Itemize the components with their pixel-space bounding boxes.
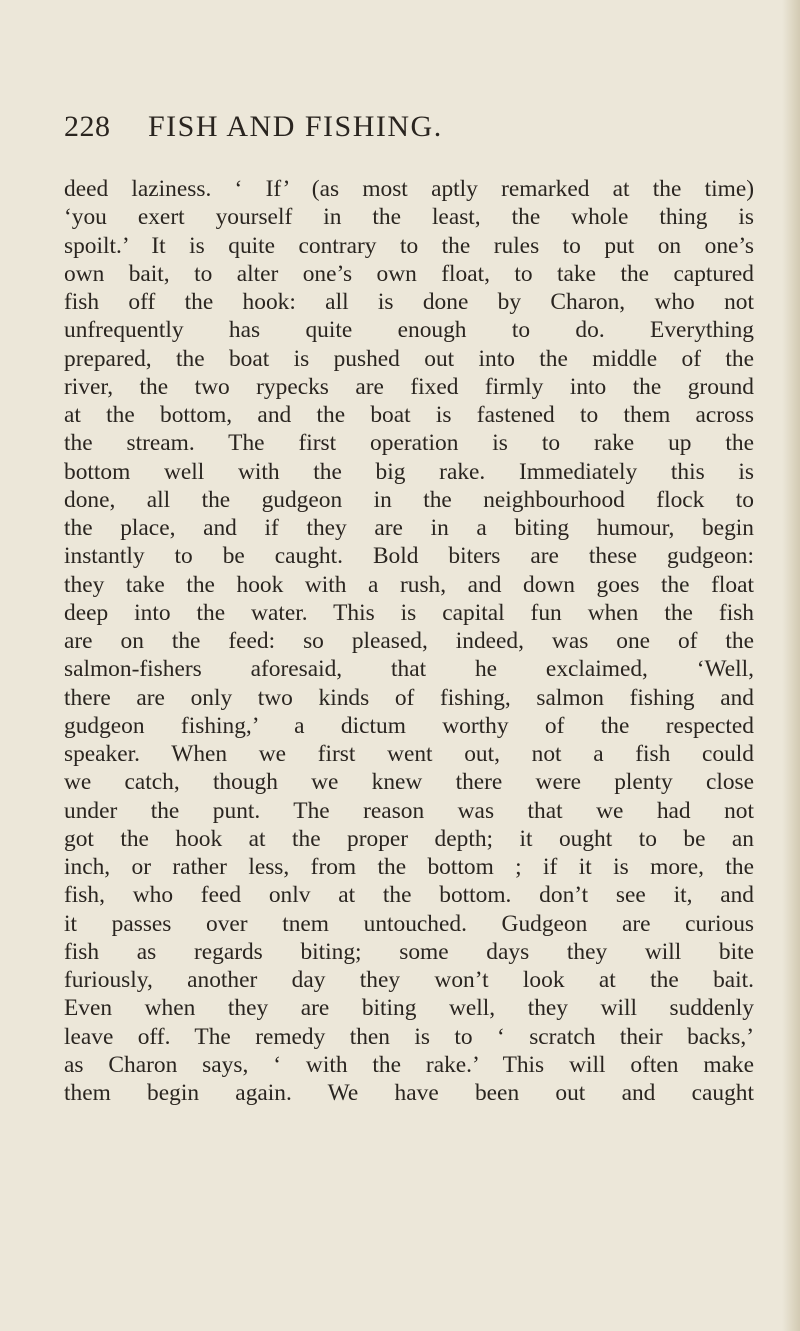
text-line: inch, or rather less, from the bottom ; if it is more, the (64, 854, 754, 880)
text-line: done, all the gudgeon in the neighbourhood flock to (64, 486, 754, 513)
text-line: own bait, to alter one’s own float, to take the captured (64, 260, 754, 287)
text-line: prepared, the boat is pushed out into the middle of the (64, 345, 754, 372)
text-line: got the hook at the proper depth; it ought to be an (64, 825, 754, 852)
text-line: the stream. The first operation is to rake up the (64, 430, 754, 457)
text-line: it passes over tnem untouched. Gudgeon are curious (64, 910, 754, 937)
text-line: as Charon says, ‘ with the rake.’ This will often make (64, 1051, 754, 1078)
text-line: the place, and if they are in a biting humour, begin (64, 515, 754, 541)
text-line: we catch, though we knew there were plenty close (64, 769, 754, 796)
text-line: fish as regards biting; some days they will bite (64, 938, 754, 965)
text-line: instantly to be caught. Bold biters are these gudgeon: (64, 543, 754, 570)
body-text (64, 175, 754, 1107)
text-line: them begin again. We have been out and caught (64, 1080, 754, 1106)
page-number: 228 (64, 110, 111, 143)
text-line: ‘you exert yourself in the least, the whole thing is (64, 204, 754, 231)
text-line: are on the feed: so pleased, indeed, was one of the (64, 628, 754, 654)
text-line: Even when they are biting well, they will suddenly (64, 995, 754, 1022)
text-line: they take the hook with a rush, and down goes the float (64, 571, 754, 598)
text-line: fish off the hook: all is done by Charon, who not (64, 289, 754, 315)
text-line: fish, who feed onlv at the bottom. don’t see it, and (64, 882, 754, 909)
text-line: at the bottom, and the boat is fastened to them across (64, 402, 754, 428)
text-line: spoilt.’ It is quite contrary to the rules to put on one’s (64, 232, 754, 259)
page-header (64, 110, 754, 160)
running-title: FISH AND FISHING. (148, 110, 443, 143)
page-edge-shadow (782, 0, 800, 1331)
text-line: gudgeon fishing,’ a dictum worthy of the respected (64, 712, 754, 739)
text-line: furiously, another day they won’t look at the bait. (64, 967, 754, 993)
text-line: deed laziness. ‘ If’ (as most aptly remarked at the time) (64, 176, 754, 202)
text-line: river, the two rypecks are fixed firmly into the ground (64, 373, 754, 400)
text-line: speaker. When we first went out, not a fish could (64, 741, 754, 767)
text-line: deep into the water. This is capital fun when the fish (64, 599, 754, 626)
text-line: there are only two kinds of fishing, salmon fishing and (64, 684, 754, 711)
text-line: under the punt. The reason was that we had not (64, 797, 754, 824)
text-line: bottom well with the big rake. Immediately this is (64, 458, 754, 485)
text-line: leave off. The remedy then is to ‘ scratch their backs,’ (64, 1023, 754, 1050)
text-line: salmon-fishers aforesaid, that he exclaimed, ‘Well, (64, 656, 754, 683)
text-line: unfrequently has quite enough to do. Everything (64, 317, 754, 344)
